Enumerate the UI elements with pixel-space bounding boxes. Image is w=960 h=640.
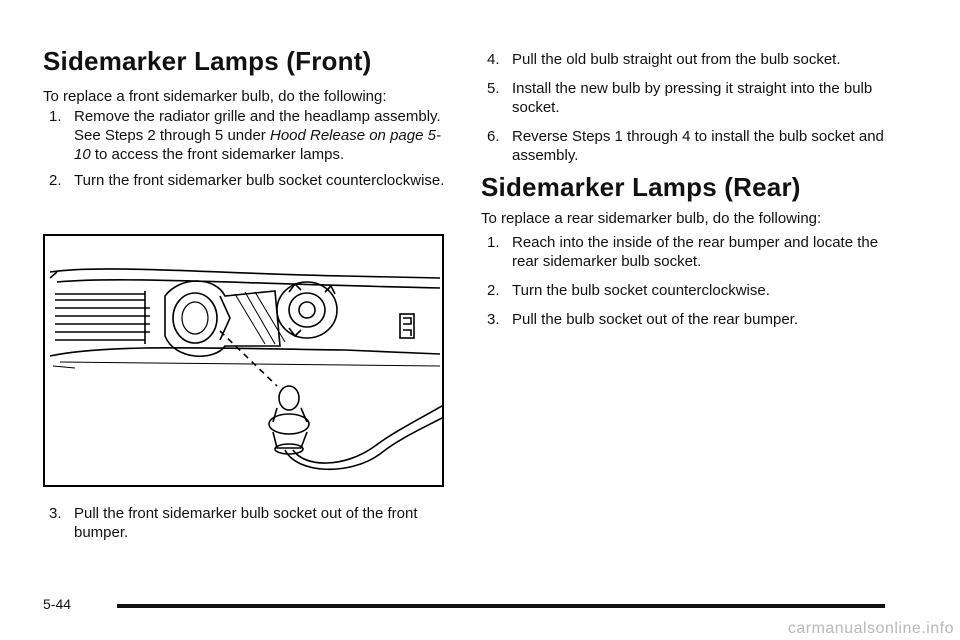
sidemarker-bulb-illustration [43,234,444,487]
front-step-6 [481,127,901,165]
step-text-continued: to access the front sidemarker lamps. [90,146,345,163]
rear-step-2 [481,281,901,300]
step-number: 4. [487,51,500,68]
step-text: Reverse Steps 1 through 4 to install the bulb socket and assembly. [512,128,884,164]
step-number: 5. [487,80,500,97]
rear-intro-text: To replace a rear sidemarker bulb, do the following: [481,210,822,227]
step-text: Pull the old bulb straight out from the bulb socket. [512,51,841,68]
rear-section-heading: Sidemarker Lamps (Rear) [481,172,801,202]
front-steps-list-right [481,50,901,172]
front-steps-list-continued [43,504,448,549]
step-text: Pull the bulb socket out of the rear bumper. [512,311,799,328]
step-number: 3. [487,311,500,328]
front-step-1 [43,107,448,164]
step-text: Turn the front sidemarker bulb socket counterclockwise. [74,172,445,189]
step-text: Remove the radiator grille and the headlamp assembly. See Steps 2 through 5 under [74,108,441,144]
front-steps-list [43,107,448,197]
rear-step-1 [481,233,901,271]
front-section-heading: Sidemarker Lamps (Front) [43,46,372,76]
watermark: carmanualsonline.info [787,620,954,637]
footer-rule [117,604,885,608]
step-text: Pull the front sidemarker bulb socket out of the front bumper. [74,505,418,541]
rear-step-3 [481,310,901,329]
step-number: 2. [49,172,62,189]
front-step-2 [43,171,448,190]
front-step-3 [43,504,448,542]
front-step-4 [481,50,901,69]
step-number: 3. [49,505,62,522]
step-number: 1. [487,234,500,251]
step-number: 2. [487,282,500,299]
step-text: Install the new bulb by pressing it straight into the bulb socket. [512,80,873,116]
step-number: 6. [487,128,500,145]
rear-steps-list [481,233,901,336]
step-text: Turn the bulb socket counterclockwise. [512,282,770,299]
front-intro-text: To replace a front sidemarker bulb, do the following: [43,88,387,105]
front-step-5 [481,79,901,117]
step-number: 1. [49,108,62,125]
bumper-sidemarker-drawing [45,236,442,485]
page-number: 5-44 [43,596,72,612]
step-text: Reach into the inside of the rear bumper and locate the rear sidemarker bulb socket. [512,234,879,270]
hood-release-reference-link[interactable]: Hood Release on page 5-10 [74,127,441,163]
